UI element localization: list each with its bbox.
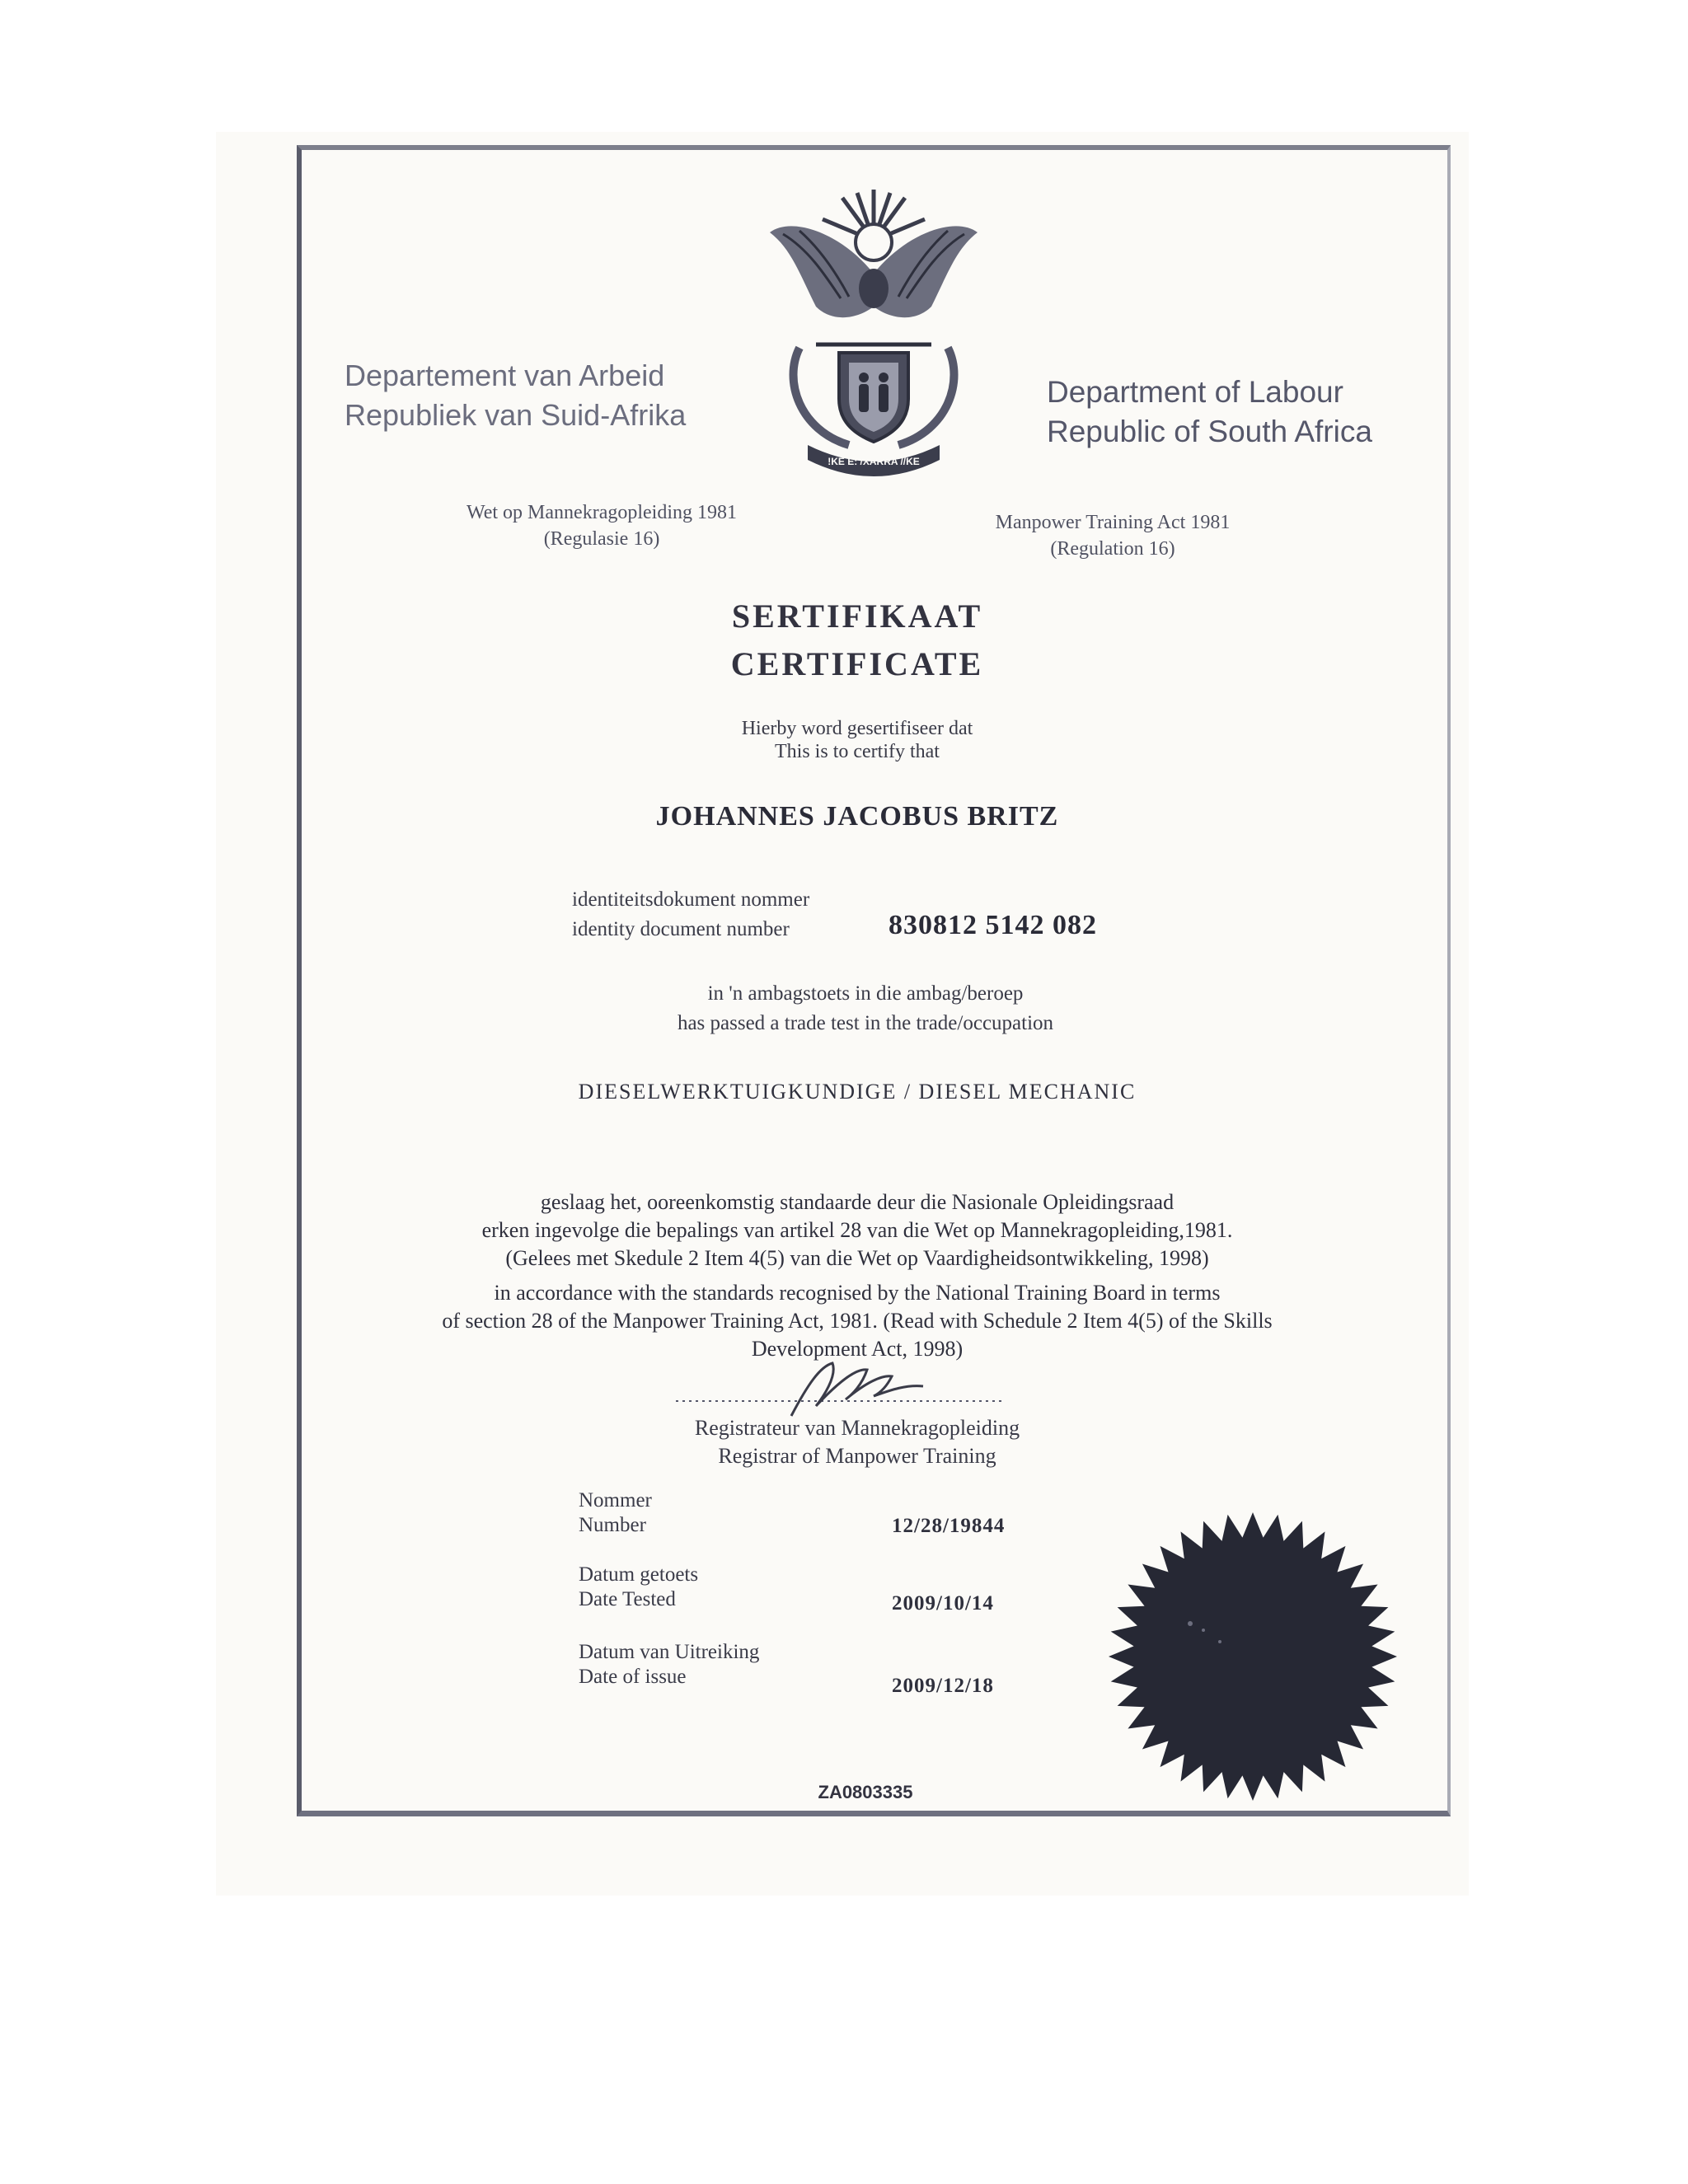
- passed-af: in 'n ambagstoets in die ambag/beroep: [707, 982, 1024, 1005]
- body-en-line2: of section 28 of the Manpower Training Act, 1981. (Read with Schedule 2 Item 4(5) of the Skills: [442, 1309, 1273, 1333]
- date-tested-label-en: Date Tested: [579, 1588, 676, 1610]
- id-number-label: [572, 885, 809, 944]
- act-af-line2: (Regulasie 16): [543, 528, 660, 550]
- number-label-en: Number: [579, 1514, 646, 1536]
- registrar-title: [626, 1414, 1088, 1470]
- coat-of-arms-emblem: [767, 183, 981, 481]
- department-afrikaans: [345, 356, 686, 435]
- act-english: [948, 509, 1278, 562]
- passed-statement: [577, 979, 1154, 1038]
- id-number-value: 830812 5142 082: [889, 910, 1097, 940]
- number-value: 12/28/19844: [892, 1515, 1006, 1537]
- act-af-line1: Wet op Mannekragopleiding 1981: [467, 502, 737, 523]
- number-label-af: Nommer: [579, 1489, 652, 1511]
- dept-af-line1: Departement van Arbeid: [345, 359, 665, 392]
- date-tested-value: 2009/10/14: [892, 1592, 994, 1615]
- date-issue-label: [579, 1640, 759, 1690]
- registrar-af: Registrateur van Mannekragopleiding: [694, 1416, 1020, 1440]
- date-issue-label-en: Date of issue: [579, 1666, 687, 1688]
- certify-statement: [626, 717, 1088, 763]
- act-en-line2: (Regulation 16): [1050, 538, 1175, 560]
- date-issue-label-af: Datum van Uitreiking: [579, 1641, 760, 1663]
- dept-af-line2: Republiek van Suid-Afrika: [345, 398, 687, 432]
- recipient-name: JOHANNES JACOBUS BRITZ: [655, 801, 1059, 832]
- department-english: [1047, 373, 1372, 452]
- body-af-line1: geslaag het, ooreenkomstig standaarde deur die Nasionale Opleidingsraad: [540, 1190, 1175, 1214]
- body-af-line3: (Gelees met Skedule 2 Item 4(5) van die Wet op Vaardigheidsontwikkeling, 1998): [505, 1246, 1209, 1270]
- dept-en-line2: Republic of South Africa: [1047, 415, 1372, 448]
- official-seal: [1104, 1500, 1401, 1813]
- date-tested-label-af: Datum getoets: [579, 1563, 699, 1586]
- date-tested-label: [579, 1563, 698, 1612]
- registrar-signature: [676, 1352, 1006, 1418]
- body-af-line2: erken ingevolge die bepalings van artikel 28 van die Wet op Mannekragopleiding,1981.: [481, 1218, 1233, 1242]
- date-issue-value: 2009/12/18: [892, 1675, 994, 1697]
- title-english: CERTIFICATE: [730, 645, 984, 682]
- id-label-af: identiteitsdokument nommer: [572, 888, 810, 911]
- title-afrikaans: SERTIFIKAAT: [731, 598, 983, 635]
- act-afrikaans: [420, 499, 783, 552]
- certificate-serial-number: ZA0803335: [818, 1782, 913, 1802]
- act-en-line1: Manpower Training Act 1981: [995, 512, 1231, 533]
- dept-en-line1: Department of Labour: [1047, 375, 1343, 409]
- body-en-line1: in accordance with the standards recognised by the National Training Board in terms: [494, 1281, 1221, 1305]
- passed-en: has passed a trade test in the trade/occupation: [677, 1012, 1054, 1034]
- certify-af: Hierby word gesertifiseer dat: [741, 718, 973, 739]
- crest-motto: !KE E: /XARRA //KE: [828, 456, 920, 467]
- body-english: [363, 1279, 1352, 1363]
- registrar-en: Registrar of Manpower Training: [718, 1444, 996, 1468]
- body-en-line3: Development Act, 1998): [751, 1337, 964, 1361]
- body-afrikaans: [363, 1188, 1352, 1272]
- number-label: [579, 1488, 652, 1538]
- certify-en: This is to certify that: [775, 741, 940, 762]
- id-label-en: identity document number: [572, 918, 790, 940]
- trade-title: DIESELWERKTUIGKUNDIGE / DIESEL MECHANIC: [578, 1080, 1137, 1104]
